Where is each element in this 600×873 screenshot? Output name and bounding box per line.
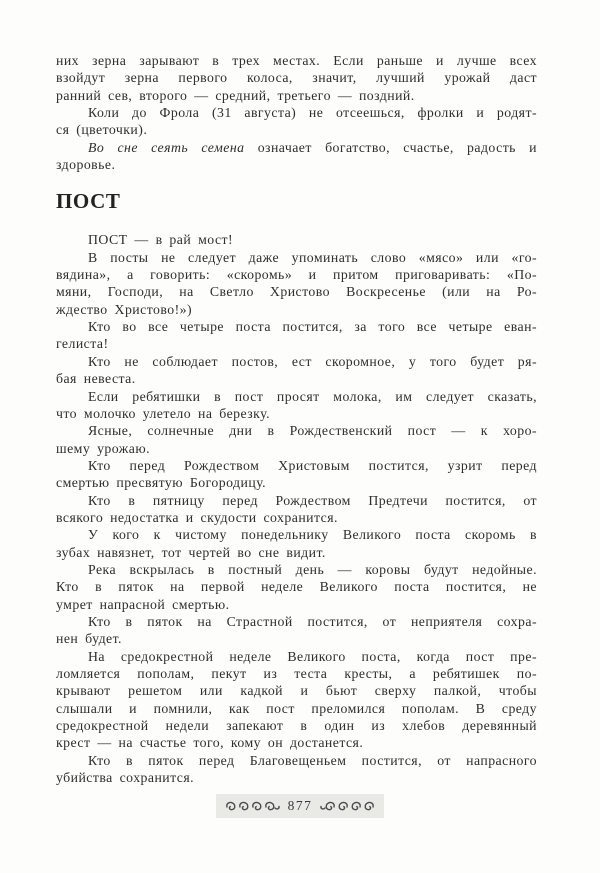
paragraph xyxy=(56,526,537,561)
text-segment: слышали и помнили, как пост преломился пополам. В среду xyxy=(56,700,537,716)
text-line xyxy=(56,249,537,266)
text-segment: В посты не следует даже упоминать слово «мясо» или «го- xyxy=(88,249,537,265)
text-line xyxy=(56,52,537,69)
section-heading: ПОСТ xyxy=(56,189,121,214)
text-line xyxy=(56,266,537,283)
text-line xyxy=(56,734,537,751)
text-segment: них зерна зарывают в трех местах. Если раньше и лучше всех xyxy=(56,53,537,68)
text-segment: Кто в пяток на Страстной постится, от неприятеля сохра- xyxy=(88,613,537,629)
text-line xyxy=(56,388,537,405)
text-segment: На средокрестной неделе Великого поста, когда пост пре- xyxy=(88,648,537,664)
text-line xyxy=(56,353,537,370)
text-segment: средокрестной недели запекают в один из хлебов деревянный xyxy=(56,718,537,734)
text-line xyxy=(56,69,537,86)
text-segment: Кто не соблюдает постов, ест скоромное, у того будет ря- xyxy=(88,353,537,369)
text-line xyxy=(56,648,537,665)
text-segment: бая невеста. xyxy=(56,371,136,387)
text-line xyxy=(56,492,537,509)
text-segment: ПОСТ — в рай мост! xyxy=(88,232,234,248)
text-segment: нен будет. xyxy=(56,631,122,647)
text-segment: означает богатство, счастье, радость и xyxy=(244,139,537,155)
text-line xyxy=(56,457,537,474)
text-line xyxy=(56,422,537,439)
text-segment: Кто в пяток перед Благовещеньем постится, от напрасного xyxy=(88,752,537,768)
paragraph xyxy=(56,104,537,139)
text-line xyxy=(56,156,537,173)
paragraph xyxy=(56,492,537,527)
text-line xyxy=(56,526,537,543)
text-line xyxy=(56,370,537,387)
scroll-flourish-right-icon xyxy=(319,799,375,813)
text-segment: взойдут зерна первого колоса, значит, лучший урожай даст xyxy=(56,70,537,86)
paragraph xyxy=(56,231,537,248)
text-segment: Кто во все четыре поста постится, за того все четыре еван- xyxy=(88,319,537,335)
page-number: 877 xyxy=(287,798,313,813)
text-line xyxy=(56,87,537,104)
paragraph xyxy=(56,561,537,613)
scroll-flourish-left-icon xyxy=(225,799,281,813)
text-block xyxy=(56,52,537,786)
text-line xyxy=(56,301,537,318)
paragraph xyxy=(56,318,537,353)
paragraph xyxy=(56,422,537,457)
text-line xyxy=(56,318,537,335)
text-segment: шему урожаю. xyxy=(56,440,150,456)
text-line xyxy=(56,335,537,352)
text-line xyxy=(56,752,537,769)
text-segment: умрет напрасной смертью. xyxy=(56,596,230,612)
text-segment: ранний сев, второго — средний, третьего — поздний. xyxy=(56,87,415,103)
text-segment: крест — на счастье того, кому он достанется. xyxy=(56,735,364,751)
text-line xyxy=(56,665,537,682)
text-line xyxy=(56,509,537,526)
text-segment: У кого к чистому понедельнику Великого поста скоромь в xyxy=(88,527,537,543)
text-line xyxy=(56,769,537,786)
paragraph xyxy=(56,52,537,104)
text-line xyxy=(56,231,537,248)
text-segment: что молочко улетело на березку. xyxy=(56,405,270,421)
continuation-paragraphs xyxy=(56,52,537,173)
text-line xyxy=(56,561,537,578)
ornament-band xyxy=(216,794,385,818)
text-segment: ждество Христово!») xyxy=(56,301,193,317)
text-segment: ломляется пополам, пекут из теста кресты, а ребятишек по- xyxy=(56,666,537,681)
text-line xyxy=(56,440,537,457)
text-segment: крывают решетом или кадкой и бьют сверху палкой, чтобы xyxy=(56,683,537,699)
text-segment: Если ребятишки в пост просят молока, им следует сказать, xyxy=(88,388,537,404)
text-line xyxy=(56,700,537,717)
text-segment: гелиста! xyxy=(56,336,109,352)
text-line xyxy=(56,682,537,699)
paragraph xyxy=(56,139,537,174)
text-line xyxy=(56,630,537,647)
page-footer xyxy=(0,794,600,818)
text-segment: Кто перед Рождеством Христовым постится, узрит перед xyxy=(88,457,537,473)
text-segment: вядина», а говорить: «скоромь» и притом приговаривать: «По- xyxy=(56,267,537,283)
text-segment: мяни, Господи, на Светло Христово Воскресенье (или на Ро- xyxy=(56,284,537,300)
paragraph xyxy=(56,648,537,752)
text-segment: всякого недостатка и скудости сохранится. xyxy=(56,509,338,525)
paragraph xyxy=(56,388,537,423)
text-line xyxy=(56,596,537,613)
text-segment: Ясные, солнечные дни в Рождественский пост — к хоро- xyxy=(88,423,537,439)
text-segment: Коли до Фрола (31 августа) не отсеешься, фролки и родят- xyxy=(88,105,537,121)
italic-text-segment: Во сне сеять семена xyxy=(88,139,245,155)
text-line xyxy=(56,405,537,422)
text-segment: убийства сохранится. xyxy=(56,770,195,786)
text-segment: Кто в пятницу перед Рождеством Предтечи постится, от xyxy=(88,492,537,508)
text-segment: Река вскрылась в постный день — коровы будут недойные. xyxy=(88,561,537,577)
text-segment: Кто в пяток на первой неделе Великого поста постится, не xyxy=(56,579,537,595)
text-line xyxy=(56,104,537,121)
text-segment: зубах навязнет, тот чертей во сне видит. xyxy=(56,544,326,560)
paragraph xyxy=(56,249,537,318)
text-line xyxy=(56,474,537,491)
text-segment: ся (цветочки). xyxy=(56,122,148,138)
section-paragraphs xyxy=(56,231,537,786)
text-line xyxy=(56,544,537,561)
text-segment: здоровье. xyxy=(56,157,116,173)
paragraph xyxy=(56,613,537,648)
text-line xyxy=(56,121,537,138)
text-line xyxy=(56,578,537,595)
paragraph xyxy=(56,457,537,492)
text-segment: смертью пресвятую Богородицу. xyxy=(56,475,267,491)
paragraph xyxy=(56,353,537,388)
paragraph xyxy=(56,752,537,787)
text-line xyxy=(56,717,537,734)
text-line xyxy=(56,613,537,630)
text-line xyxy=(56,139,537,156)
text-line xyxy=(56,283,537,300)
